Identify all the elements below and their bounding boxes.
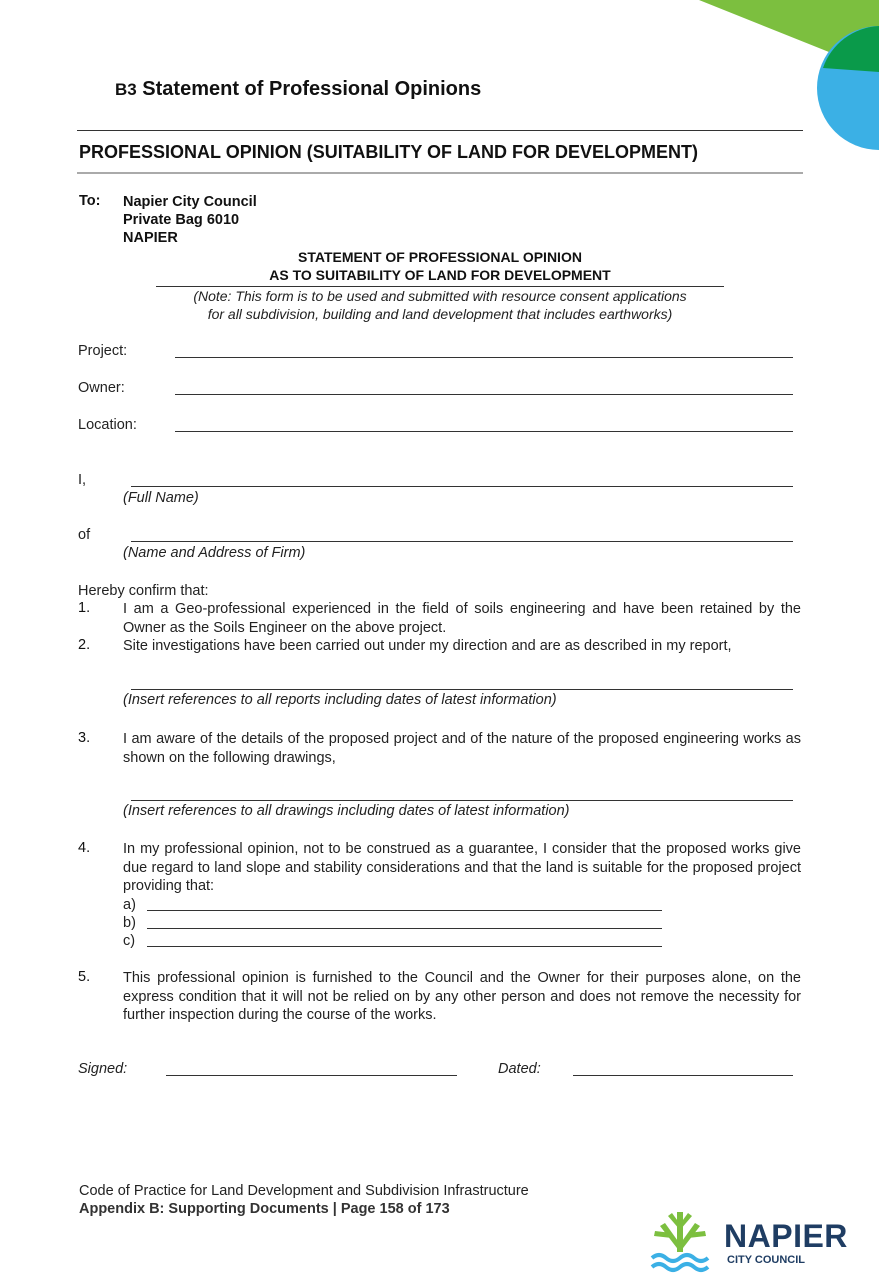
address-line: Private Bag 6010 — [123, 212, 240, 228]
reports-field[interactable] — [131, 689, 793, 690]
owner-field[interactable] — [175, 394, 793, 395]
location-label: Location: — [78, 417, 137, 433]
item-text: This professional opinion is furnished to the Council and the Owner for their purposes alone, on the express condition that it will not be relied on by any other person and does not remove the necessity for further inspection during the course of the works. — [123, 970, 801, 1023]
logo-wordmark: NAPIER — [724, 1218, 848, 1254]
item-text: I am a Geo-professional experienced in the field of soils engineering and have been retained by the Owner as the Soils Engineer on the above project. — [123, 601, 801, 636]
sub-item-label: c) — [123, 933, 136, 949]
statement-heading: AS TO SUITABILITY OF LAND FOR DEVELOPMENT — [269, 267, 611, 283]
item-number: 1. — [78, 600, 91, 616]
corner-decoration — [699, 0, 879, 160]
owner-label: Owner: — [78, 380, 125, 396]
form-title: PROFESSIONAL OPINION (SUITABILITY OF LAND FOR DEVELOPMENT) — [79, 142, 699, 162]
date-field[interactable] — [573, 1075, 793, 1076]
address-block — [123, 193, 257, 247]
project-label: Project: — [78, 343, 128, 359]
reports-caption: (Insert references to all reports including dates of latest information) — [123, 692, 557, 708]
section-title-text: Statement of Professional Opinions — [142, 78, 482, 100]
address-line: Napier City Council — [123, 194, 257, 210]
drawings-caption: (Insert references to all drawings including dates of latest information) — [123, 803, 570, 819]
statement-note — [140, 287, 740, 323]
footer-page-info: Appendix B: Supporting Documents | Page 158 of 173 — [79, 1201, 450, 1217]
note-line: (Note: This form is to be used and submitted with resource consent applications — [193, 288, 687, 304]
full-name-field[interactable] — [131, 486, 793, 487]
note-line: for all subdivision, building and land development that includes earthworks) — [207, 306, 673, 322]
item-number: 2. — [78, 637, 91, 653]
item-text: In my professional opinion, not to be construed as a guarantee, I consider that the proposed works give due regard to land slope and stability considerations and that the land is suitable for the proposed project providing that: — [123, 841, 801, 894]
item-number: 5. — [78, 969, 91, 985]
address-line: NAPIER — [123, 230, 178, 246]
intro-text: Hereby confirm that: — [78, 583, 209, 599]
drawings-field[interactable] — [131, 800, 793, 801]
footer-code-title: Code of Practice for Land Development and Subdivision Infrastructure — [79, 1183, 529, 1199]
section-number: B3 — [115, 80, 137, 99]
item-text: I am aware of the details of the proposed project and of the nature of the proposed engineering works as shown on the following drawings, — [123, 731, 801, 766]
item-text: Site investigations have been carried out under my direction and are as described in my report, — [123, 638, 732, 654]
divider — [77, 130, 803, 131]
condition-c-field[interactable] — [147, 946, 662, 947]
divider — [77, 172, 803, 174]
item-number: 3. — [78, 730, 91, 746]
item-number: 4. — [78, 840, 91, 856]
condition-a-field[interactable] — [147, 910, 662, 911]
firm-caption: (Name and Address of Firm) — [123, 545, 306, 561]
statement-heading: STATEMENT OF PROFESSIONAL OPINION — [298, 249, 582, 265]
i-label: I, — [78, 472, 87, 488]
section-title — [115, 78, 481, 101]
sub-item-label: b) — [123, 915, 136, 931]
sub-item-label: a) — [123, 897, 136, 913]
logo-subtitle: CITY COUNCIL — [727, 1254, 806, 1266]
location-field[interactable] — [175, 431, 793, 432]
project-field[interactable] — [175, 357, 793, 358]
condition-b-field[interactable] — [147, 928, 662, 929]
signature-field[interactable] — [166, 1075, 457, 1076]
napier-logo-icon — [650, 1208, 710, 1274]
of-label: of — [78, 527, 91, 543]
firm-field[interactable] — [131, 541, 793, 542]
dated-label: Dated: — [498, 1061, 541, 1077]
signed-label: Signed: — [78, 1061, 128, 1077]
to-label: To: — [79, 193, 101, 209]
full-name-caption: (Full Name) — [123, 490, 199, 506]
